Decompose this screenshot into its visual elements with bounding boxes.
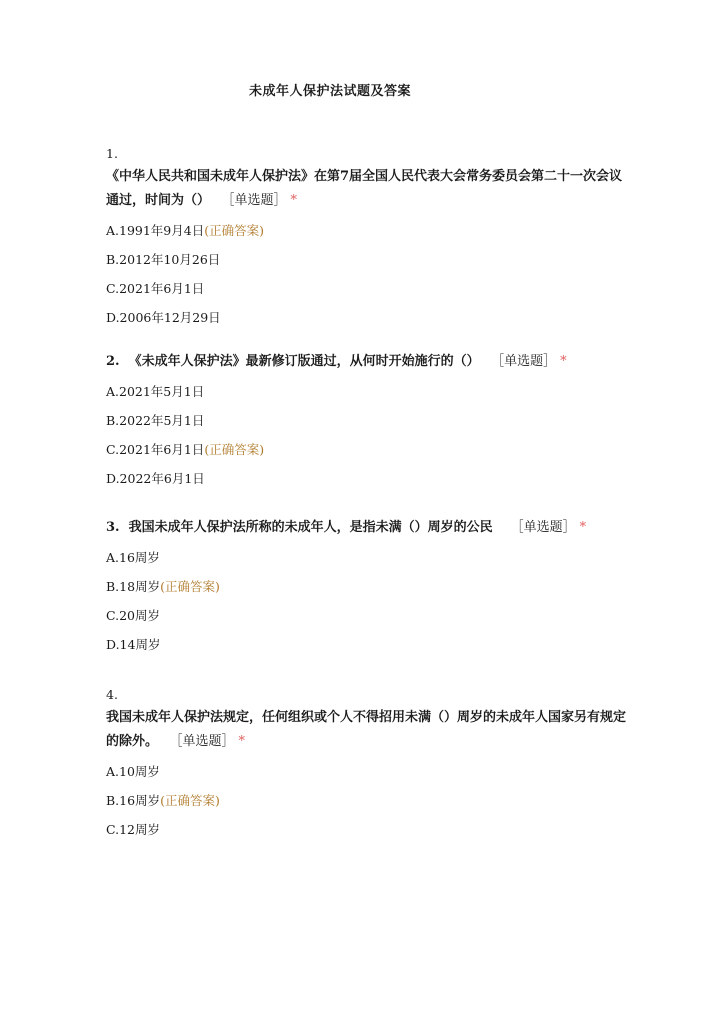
- question-2: [106, 350, 626, 489]
- option-c: [106, 606, 626, 626]
- option-text: B.2022年5月1日: [106, 413, 205, 428]
- question-number: 2.: [106, 354, 120, 369]
- option-text: A.2021年5月1日: [106, 384, 205, 399]
- question-4: [106, 684, 626, 840]
- option-d: [106, 308, 626, 328]
- option-b: [106, 577, 626, 597]
- question-stem: [106, 706, 626, 754]
- option-text: C.2021年6月1日: [106, 281, 205, 296]
- option-b: [106, 791, 626, 811]
- option-text: D.2006年12月29日: [106, 310, 221, 325]
- option-b: [106, 411, 626, 431]
- question-text: 《未成年人保护法》最新修订版通过，从何时开始施行的（）: [128, 354, 480, 369]
- option-text: A.10周岁: [106, 764, 160, 779]
- question-number: 3.: [106, 520, 120, 535]
- option-text: C.20周岁: [106, 608, 160, 623]
- required-mark: *: [560, 354, 567, 369]
- option-a: [106, 548, 626, 568]
- option-a: [106, 762, 626, 782]
- option-a: [106, 382, 626, 402]
- question-stem: [106, 165, 626, 213]
- option-text: B.2012年10月26日: [106, 252, 221, 267]
- question-type-label: ［单选题］: [510, 520, 576, 535]
- question-text: 我国未成年人保护法规定，任何组织或个人不得招用未满（）周岁的未成年人国家另有规定的除外。: [106, 710, 627, 749]
- correct-answer-mark: (正确答案): [204, 223, 264, 238]
- question-number: 1.: [106, 146, 118, 161]
- option-a: [106, 221, 626, 241]
- option-text: C.12周岁: [106, 822, 160, 837]
- question-text: 《中华人民共和国未成年人保护法》在第7届全国人民代表大会常务委员会第二十一次会议通过，时间为（）: [106, 169, 623, 208]
- question-3: [106, 516, 626, 655]
- option-text: A.1991年9月4日: [106, 223, 205, 238]
- option-d: [106, 635, 626, 655]
- correct-answer-mark: (正确答案): [160, 793, 220, 808]
- question-type-label: ［单选题］: [176, 734, 235, 749]
- option-b: [106, 250, 626, 270]
- option-c: [106, 440, 626, 460]
- question-type-label: ［单选题］: [228, 193, 287, 208]
- correct-answer-mark: (正确答案): [204, 442, 265, 457]
- question-stem: [106, 350, 626, 374]
- question-1: [106, 143, 626, 328]
- correct-answer-mark: (正确答案): [160, 579, 220, 594]
- required-mark: *: [238, 734, 246, 749]
- question-stem: [106, 516, 626, 540]
- option-text: D.2022年6月1日: [106, 471, 205, 486]
- option-text: D.14周岁: [106, 637, 161, 652]
- question-type-label: ［单选题］: [497, 354, 557, 369]
- option-text: A.16周岁: [106, 550, 160, 565]
- required-mark: *: [579, 520, 587, 535]
- option-c: [106, 279, 626, 299]
- question-number: 4.: [106, 687, 118, 702]
- option-text: C.2021年6月1日: [106, 442, 205, 457]
- option-text: B.18周岁: [106, 579, 161, 594]
- option-text: B.16周岁: [106, 793, 161, 808]
- question-text: 我国未成年人保护法所称的未成年人，是指未满（）周岁的公民: [128, 520, 493, 535]
- option-d: [106, 469, 626, 489]
- page-title: 未成年人保护法试题及答案: [248, 84, 411, 99]
- required-mark: *: [290, 193, 298, 208]
- option-c: [106, 820, 626, 840]
